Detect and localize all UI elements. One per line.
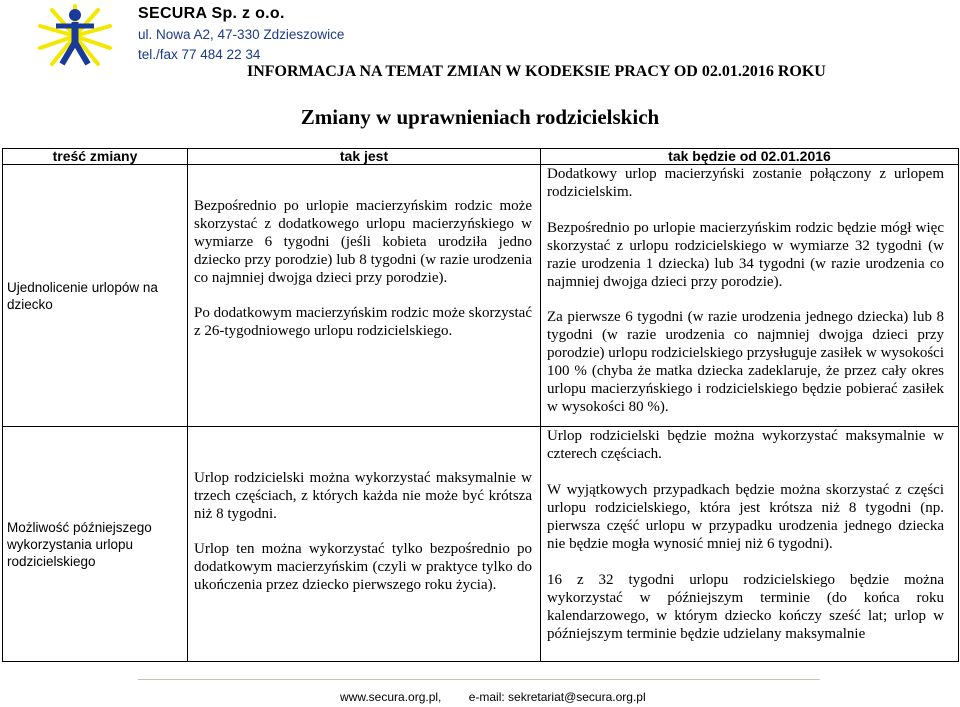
current-cell [188,165,541,427]
paragraph: Urlop rodzicielski można wykorzystać maksymalnie w trzech częściach, z których każda nie może być krótsza niż 8 tygodni. [194,470,532,522]
topic-cell: Ujednolicenie urlopów na dziecko [3,165,188,427]
footer-email[interactable]: e-mail: sekretariat@secura.org.pl [468,690,646,704]
paragraph: Bezpośrednio po urlopie macierzyńskim rodzic może skorzystać z dodatkowego urlopu macierzyńskiego w wymiarze 6 tygodni (jeśli kobieta urodziła jedno dziecko przy porodzie) lub 8 tygodni (w razie urodzenia co najmniej dwojga dzieci przy porodzie). [194,198,532,286]
footer [340,690,670,704]
current-cell [188,427,541,662]
company-phone: tel./fax 77 484 22 34 [138,47,261,62]
topic-cell: Możliwość późniejszego wykorzystania urlopu rodzicielskiego [3,427,188,662]
company-name: SECURA Sp. z o.o. [138,5,285,22]
table-header-row [3,149,959,165]
column-header-current: tak jest [188,149,541,165]
table-row [3,427,959,662]
document-heading: INFORMACJA NA TEMAT ZMIAN W KODEKSIE PRACY OD 02.01.2016 ROKU [247,63,826,80]
company-address: ul. Nowa A2, 47-330 Zdzieszowice [138,27,345,42]
paragraph: 16 z 32 tygodni urlopu rodzicielskiego będzie można wykorzystać w późniejszym terminie (do końca roku kalendarzowego, w którym dziecko kończy sześć lat; urlop w późniejszym terminie będzie udzielany maksymalnie [547,572,944,642]
paragraph: Bezpośrednio po urlopie macierzyńskim rodzic będzie mógł więc skorzystać z urlopu rodzicielskiego w wymiarze 32 tygodni (w razie urodzenia 1 dziecka) lub 34 tygodni (w razie urodzenia co najmniej dwojga dzieci przy porodzie). [547,220,944,290]
secura-logo [36,4,114,68]
footer-website[interactable]: www.secura.org.pl, [340,690,442,704]
paragraph: Po dodatkowym macierzyńskim rodzic może skorzystać z 26-tygodniowego urlopu rodzicielskiego. [194,305,532,339]
future-cell [541,165,959,427]
column-header-topic: treść zmiany [3,149,188,165]
paragraph: Urlop rodzicielski będzie można wykorzystać maksymalnie w czterech częściach. [547,428,944,462]
paragraph: Urlop ten można wykorzystać tylko bezpośrednio po dodatkowym macierzyńskim (czyli w praktyce tylko do ukończenia przez dziecko pierwszego roku życia). [194,541,532,593]
table-row [3,165,959,427]
document-title: Zmiany w uprawnieniach rodzicielskich [300,105,660,129]
future-cell [541,427,959,662]
person-figure-icon [56,9,94,64]
paragraph: Dodatkowy urlop macierzyński zostanie połączony z urlopem rodzicielskim. [547,166,944,200]
paragraph: W wyjątkowych przypadkach będzie można skorzystać z części urlopu rodzicielskiego, która jest krótsza niż 8 tygodni (np. pierwsza część urlopu w przypadku urodzenia jednego dziecka nie będzie mogła wynosić mniej niż 6 tygodni). [547,482,944,552]
footer-divider [138,679,820,680]
column-header-future: tak będzie od 02.01.2016 [541,149,959,165]
paragraph: Za pierwsze 6 tygodni (w razie urodzenia jednego dziecka) lub 8 tygodni (w razie urodzenia co najmniej dwojga dzieci przy porodzie) urlopu rodzicielskiego przysługuje zasiłek w wysokości 100 % (chyba że matka dziecka zadeklaruje, że przez cały okres urlopu macierzyńskiego i rodzicielskiego będzie pobierać zasiłek w wysokości 80 %). [547,309,944,415]
changes-table [2,148,959,662]
